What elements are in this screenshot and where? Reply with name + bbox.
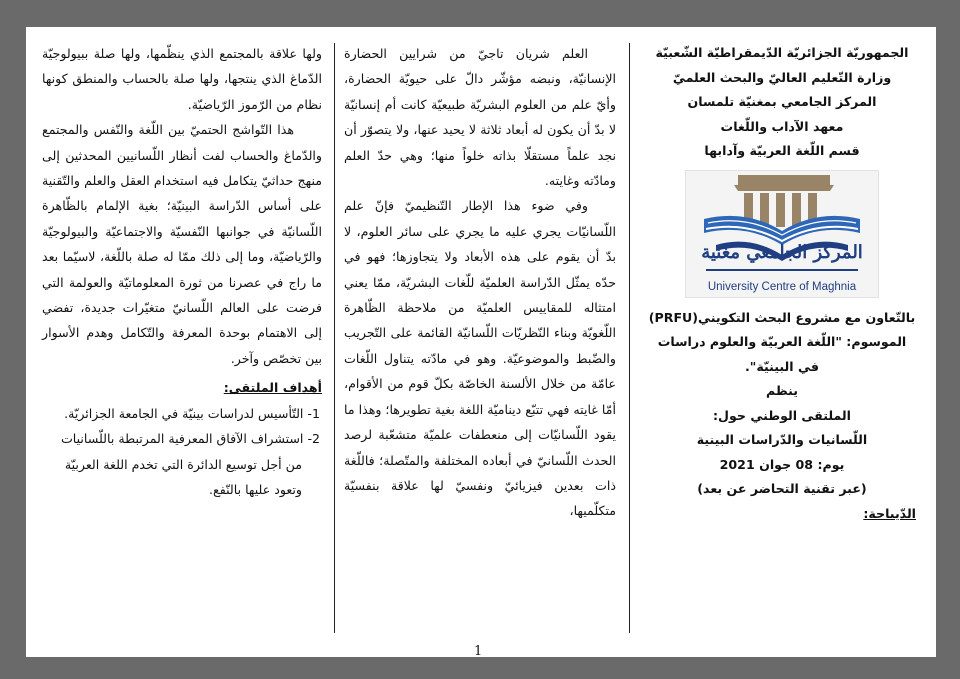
left-paragraph-2: هذا التّواشج الحتميّ بين اللّغة والنّفس والمجتمع والدّماغ والحساب لفت أنظار اللّسانيين المحدثين إلى منهج حداثيّ يتكامل فيه استخدام العقل والعلم والتّقنية على أساس الدّراسة البينيّة؛ بغية الإلمام بالظّاهرة اللّسانيّة في جوانبها النّفسيّة والاجتماعيّة والبيولوجيّة والرّياضيّة، وما إلى ذلك ممّا له صلة باللّغة، لاسيّما بعد ما راج في عصرنا من ثورة المعلوماتيّة والعولمة التي فرضت على العالم اللّسانيّ متغيّرات جديدة، تفضي إلى الاهتمام بوحدة المعرفة والتّكامل وهدم الأسوار بين تخصّص وآخر. [42,122,322,366]
middle-paragraph-1: العلم شريان تاجيّ من شرايين الحضارة الإنسانيّة، ونبضه مؤشّر دالّ على حيويّة الحضارة، وأيّ علم من العلوم البشريّة طبيعيّة كانت أم إنسانيّة لا بدّ أن يكون له أبعاد ثلاثة لا يحيد عنها، ولا يتصوّر أن نجد علماً مستقلّا بذاته خلواً منها؛ وهي حدّ العلم ومادّته وغايته. [344,46,616,189]
left-paragraph-1: ولها علاقة بالمجتمع الذي ينظّمها، ولها صلة ببيولوجيّة الدّماغ الذي ينتجها، ولها صلة بالحساب والمنطق كونها نظام من الرّموز الرّياضيّة. [42,46,322,112]
university-logo [685,170,879,298]
left-column [42,41,322,502]
header-column [648,41,916,526]
header-line-republic: الجمهوريّة الجزائريّة الدّيمقراطيّة الشّعبيّة [655,45,909,60]
logo-arabic-text: المركز الجامعي مغنية [701,241,863,263]
preface-label: الدّيباجة: [863,505,916,521]
header-line-university: المركز الجامعي بمغنيّة تلمسان [687,94,877,109]
goal-item-2-continuation-2: وتعود عليها بالنّفع. [209,481,302,497]
document-page [26,27,936,657]
header-line-department: قسم اللّغة العربيّة وآدابها [704,143,860,158]
middle-paragraph-2: وفي ضوء هذا الإطار التّنظيميّ فإنّ علم اللّسانيّات يجري عليه ما يجري على سائر العلوم، لا بدّ أن يقوم على هذه الأبعاد ولا يتجاوزها؛ فهو في حدّه يمثّل الدّراسة العلميّة للّغات البشريّة، ممّا يعني امتثاله للمقاييس العلميّة من ملاحظة الظّاهرة اللّغويّة وبناء النّظريّات اللّسانيّة القائمة على التّجريب والضّبط والموضوعيّة. وهو في مادّته يتناول اللّغات عامّة من خلال الألسنة الخاصّة بكلّ قوم من الأقوام، أمّا غايته فهي تتبّع ديناميّة اللغة بغية تطويرها؛ وهذا ما يقود اللّسانيّات إلى منعطفات علميّة متشعّبة لرصد الحدث اللّسانيّ في أبعاده المختلفة والمتّصلة؛ فاللّغة ذات بعدين فيزيائيّ ونفسيّ لها علاقة بنفسيّة متكلّميها، [344,198,616,519]
event-mode: (عبر تقنية التحاضر عن بعد) [697,481,867,496]
middle-column [344,41,616,524]
column-divider-right [629,43,630,633]
forum-title: اللّسانيات والدّراسات البينية [696,432,868,447]
event-date: يوم: 08 جوان 2021 [719,456,845,472]
goal-item-2-continuation-1: من أجل توسيع الدائرة التي تخدم اللغة العربيّة [64,456,302,472]
column-divider-left [334,43,335,633]
organizes-label: ينظم [765,383,798,398]
goal-item-1: 1- التّأسيس لدراسات بينيّة في الجامعة الجزائريّة. [64,405,320,421]
header-line-institute: معهد الآداب واللّغات [720,118,844,134]
header-line-ministry: وزارة التّعليم العاليّ والبحث العلميّ [672,69,892,85]
page-number: 1 [474,644,483,659]
logo-english-text: University Centre of Maghnia [707,280,857,293]
project-title: الموسوم: "اللّغة العربيّة والعلوم دراسات في البينيّة". [657,334,907,374]
goal-item-2: 2- استشراف الآفاق المعرفية المرتبطة باللّسانيات [60,431,320,447]
collaboration-line: بالتّعاون مع مشروع البحث التكويني(PRFU) [648,309,916,325]
goals-title: أهداف الملتقى: [223,380,322,396]
forum-label: الملتقى الوطني حول: [713,407,851,423]
